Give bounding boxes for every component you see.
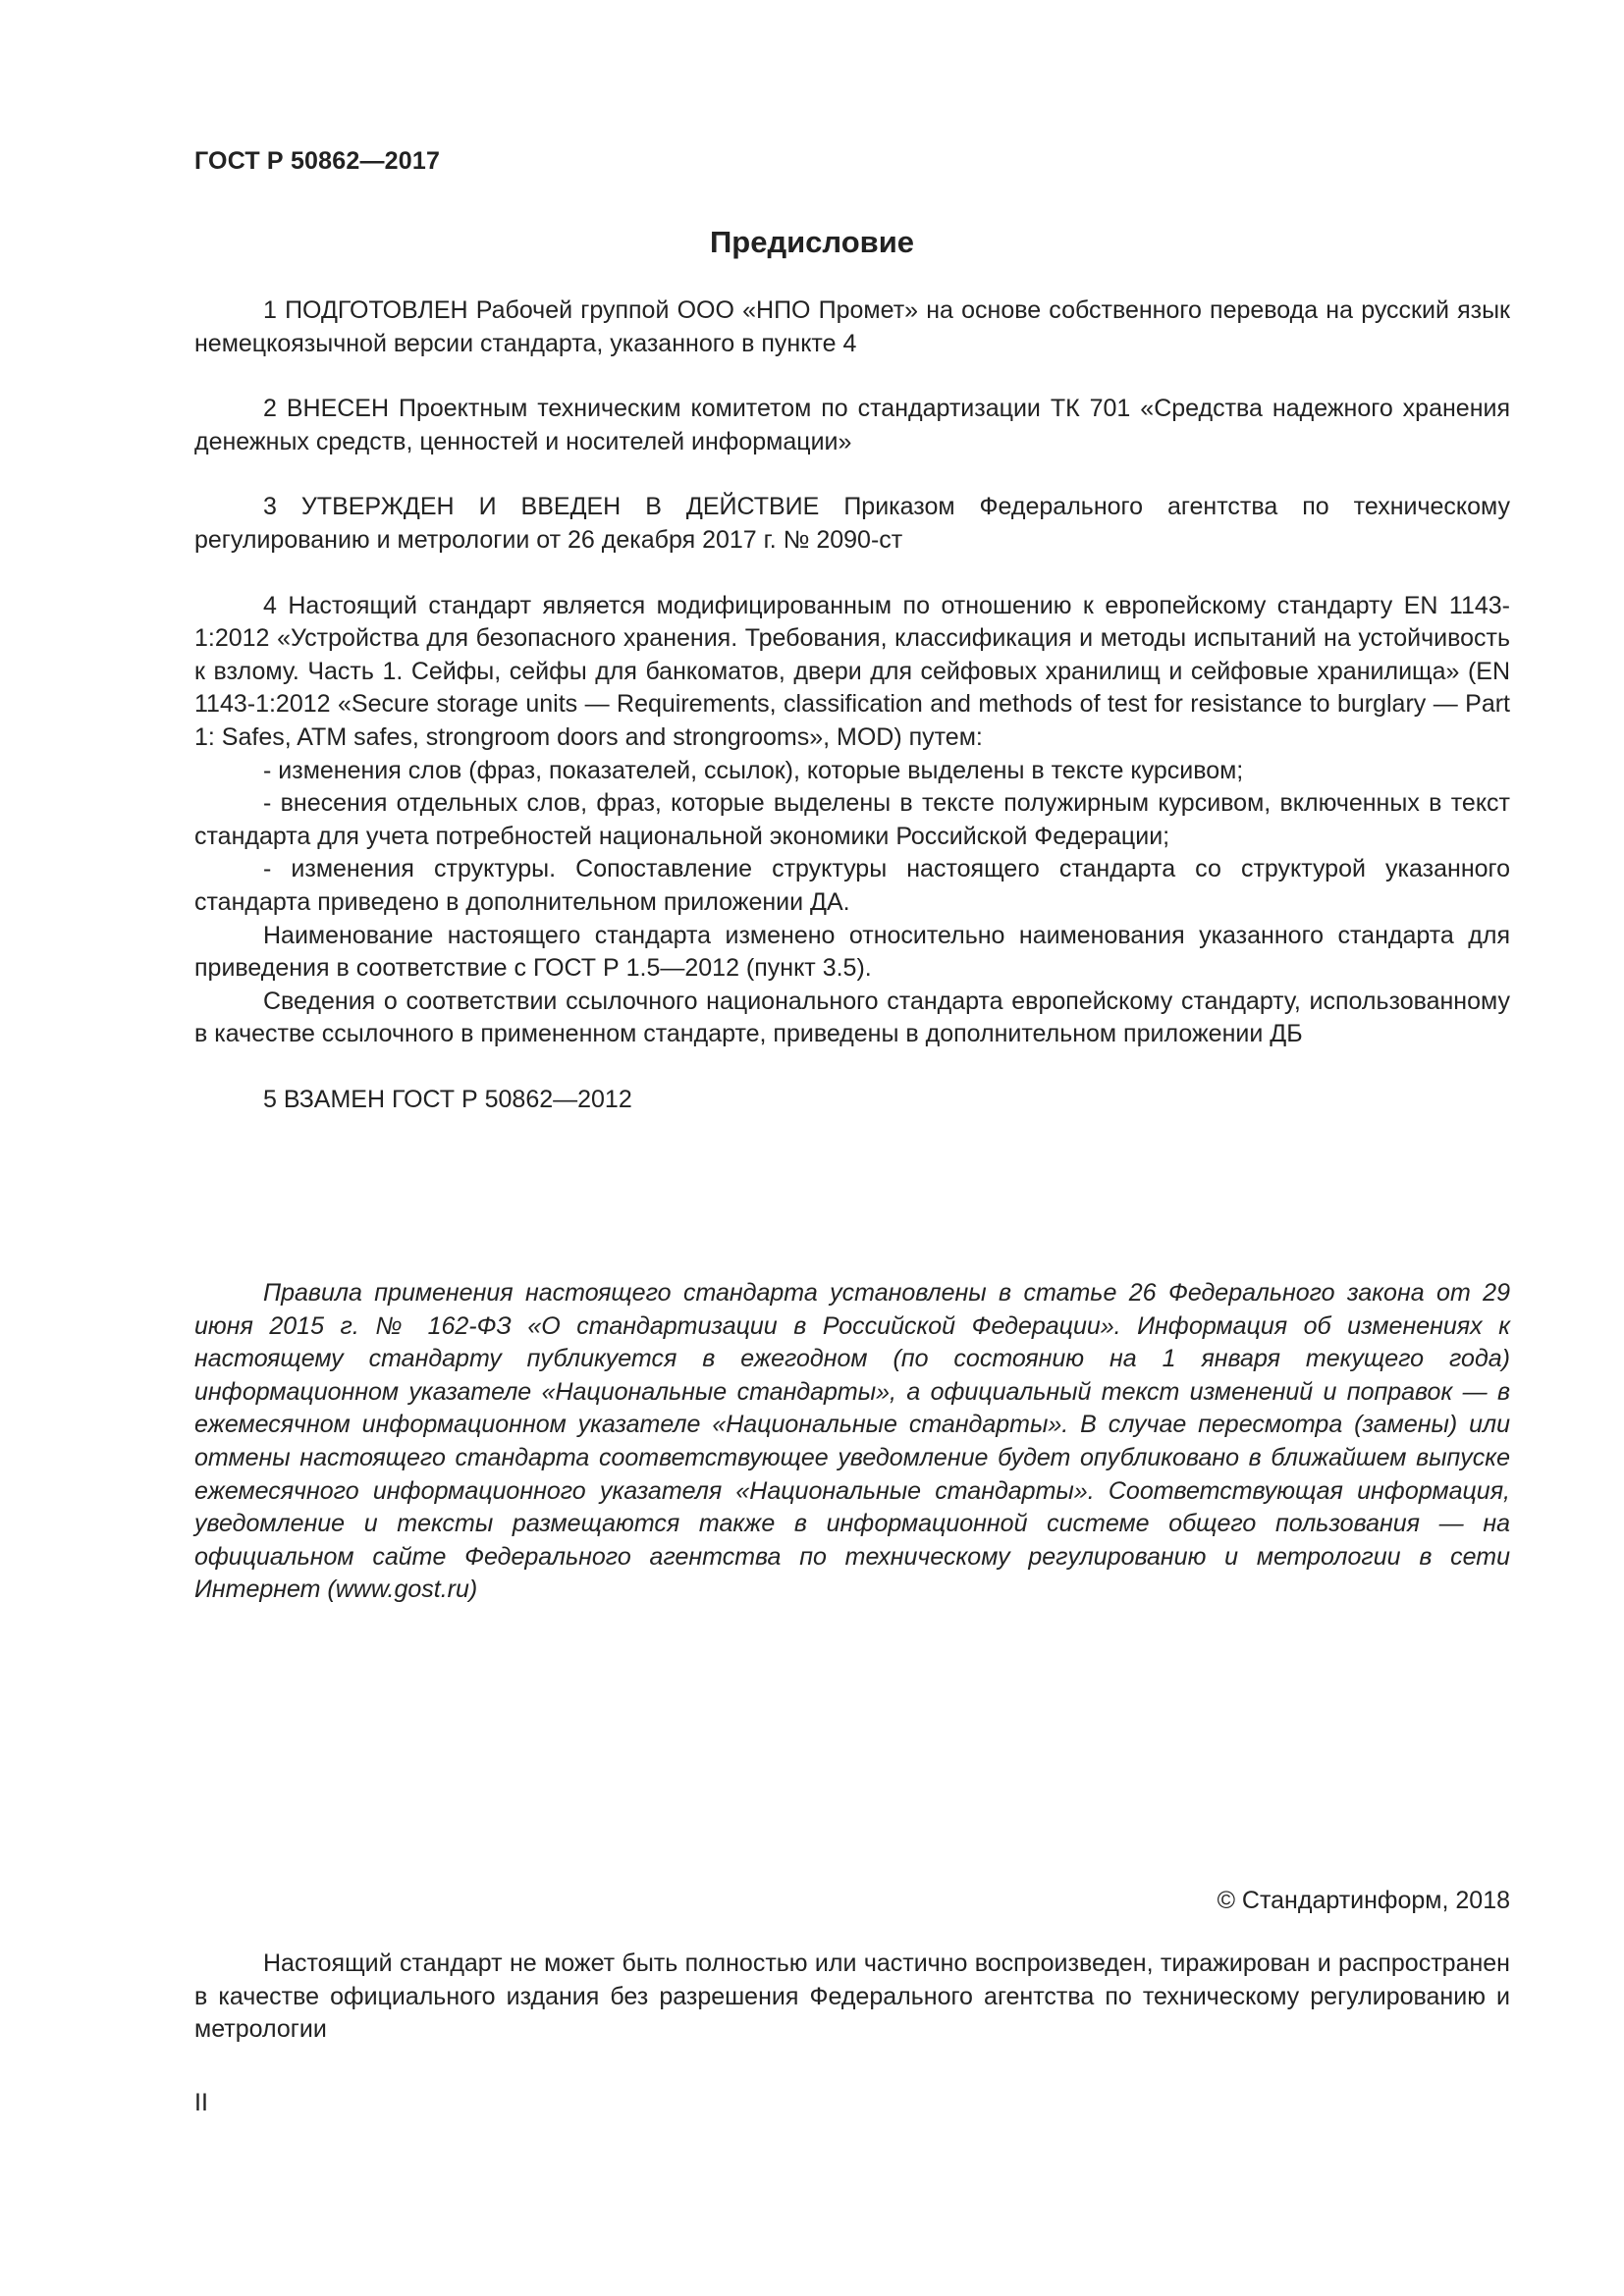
preface-item-3: 3 УТВЕРЖДЕН И ВВЕДЕН В ДЕЙСТВИЕ Приказом Федерального агентства по техническому регулированию и метрологии от 26 декабря 2017 г. № 2090-ст — [194, 493, 1510, 554]
copyright-line: © Стандартинформ, 2018 — [1217, 1887, 1510, 1914]
preface-body — [194, 294, 1510, 1116]
preface-item-4-dash-2: - внесения отдельных слов, фраз, которые выделены в тексте полужирным курсивом, включенных в текст стандарта для учета потребностей национальной экономики Российской Федерации; — [194, 789, 1510, 850]
preface-item-2: 2 ВНЕСЕН Проектным техническим комитетом по стандартизации ТК 701 «Средства надежного хранения денежных средств, ценностей и носителей информации» — [194, 395, 1510, 455]
preface-item-1: 1 ПОДГОТОВЛЕН Рабочей группой ООО «НПО Промет» на основе собственного перевода на русский язык немецкоязычной версии стандарта, указанного в пункте 4 — [194, 296, 1510, 357]
application-rules-note: Правила применения настоящего стандарта установлены в статье 26 Федерального закона от 29 июня 2015 г. № 162-ФЗ «О стандартизации в Российской Федерации». Информация об изменениях к настоящему стандарту публикуется в ежегодном (по состоянию на 1 января текущего года) информационном указателе «Национальные стандарты», а официальный текст изменений и поправок — в ежемесячном информационном указателе «Национальные стандарты». В случае пересмотра (замены) или отмены настоящего стандарта соответствующее уведомление будет опубликовано в ближайшем выпуске ежемесячного информационного указателя «Национальные стандарты». Соответствующая информация, уведомление и тексты размещаются также в информационной системе общего пользования — на официальном сайте Федерального агентства по техническому регулированию и метрологии в сети Интернет (www.gost.ru) — [194, 1279, 1510, 1604]
preface-item-5: 5 ВЗАМЕН ГОСТ Р 50862—2012 — [263, 1085, 632, 1113]
page-title: Предисловие — [709, 225, 914, 259]
page-number: II — [194, 2089, 208, 2116]
preface-item-4-dash-3: - изменения структуры. Сопоставление структуры настоящего стандарта со структурой указанного стандарта приведено в дополнительном приложении ДА. — [194, 855, 1510, 916]
preface-item-4: 4 Настоящий стандарт является модифицированным по отношению к европейскому стандарту EN 1143-1:2012 «Устройства для безопасного хранения. Требования, классификация и методы испытаний на устойчивость к взлому. Часть 1. Сейфы, сейфы для банкоматов, двери для сейфовых хранилищ и сейфовые хранилища» (EN 1143-1:2012 «Secure storage units — Requirements, classification and methods of test for resistance to burglary — Part 1: Safes, ATM safes, strongroom doors and strongrooms», MOD) путем: — [194, 591, 1510, 751]
preface-item-4-name-change: Наименование настоящего стандарта изменено относительно наименования указанного стандарта для приведения в соответствие с ГОСТ Р 1.5—2012 (пункт 3.5). — [194, 921, 1510, 983]
preface-item-4-references: Сведения о соответствии ссылочного национального стандарта европейскому стандарту, использованному в качестве ссылочного в примененном стандарте, приведены в дополнительном приложении ДБ — [194, 987, 1510, 1048]
document-code: ГОСТ Р 50862—2017 — [194, 147, 441, 175]
reproduction-notice: Настоящий стандарт не может быть полностью или частично воспроизведен, тиражирован и распространен в качестве официального издания без разрешения Федерального агентства по техническому регулированию и метрологии — [194, 1949, 1510, 2044]
preface-item-4-dash-1: - изменения слов (фраз, показателей, ссылок), которые выделены в тексте курсивом; — [263, 756, 1244, 784]
